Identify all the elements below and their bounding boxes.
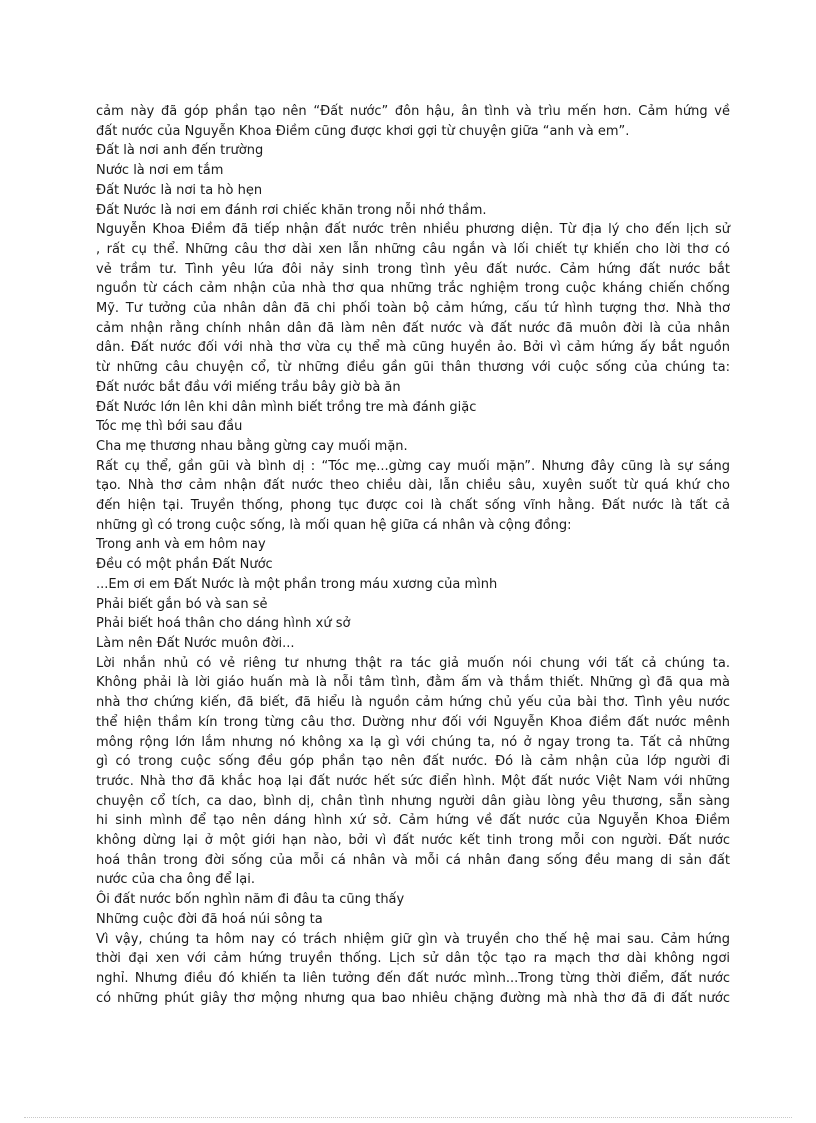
text-line: Trong anh và em hôm nay bbox=[96, 537, 266, 553]
text-line: Đất Nước là nơi em đánh rơi chiếc khăn trong nỗi nhớ thầm. bbox=[96, 202, 487, 218]
text-line: thời đại xen với cảm hứng truyền thống. Lịch sử dân tộc tạo ra mạch thơ dài không ngơi bbox=[96, 951, 730, 967]
text-line: Làm nên Đất Nước muôn đời... bbox=[96, 635, 295, 651]
text-line: đất nước của Nguyễn Khoa Điềm cũng được khơi gợi từ chuyện giữa “anh và em”. bbox=[96, 123, 630, 139]
text-line: nguồn từ cách cảm nhận của nhà thơ qua những trắc nghiệm trong cuộc kháng chiến chống bbox=[96, 281, 730, 297]
text-line: vẻ trầm tư. Tình yêu lứa đôi nảy sinh trong tình yêu đất nước. Cảm hứng đất nước bắt bbox=[96, 261, 730, 277]
text-line: Mỹ. Tư tưởng của nhân dân đã chi phối toàn bộ cảm hứng, cấu tứ hình tượng thơ. Nhà thơ bbox=[96, 301, 730, 317]
text-line: Đất là nơi anh đến trường bbox=[96, 143, 264, 159]
text-line: Ôi đất nước bốn nghìn năm đi đâu ta cũng thấy bbox=[96, 892, 405, 908]
text-line: đến hiện tại. Truyền thống, phong tục được coi là chất sống vĩnh hằng. Đất nước là tất cả bbox=[96, 498, 730, 514]
text-line: Phải biết hoá thân cho dáng hình xứ sở bbox=[96, 616, 351, 632]
text-line: không dừng lại ở một giới hạn nào, bởi vì đất nước kết tinh trong mỗi con người. Đất nước bbox=[96, 833, 730, 849]
text-line: Rất cụ thể, gần gũi và bình dị : “Tóc mẹ...gừng cay muối mặn”. Nhưng đây cũng là sự sáng bbox=[96, 458, 730, 474]
text-line: trước. Nhà thơ đã khắc hoạ lại đất nước hết sức điển hình. Một đất nước Việt Nam với những bbox=[96, 773, 730, 789]
text-line: Đất Nước là nơi ta hò hẹn bbox=[96, 182, 263, 198]
text-line: từ những câu chuyện cổ, từ những điều gần gũi thân thương với cuộc sống của chúng ta: bbox=[96, 360, 730, 376]
text-line: có những phút giây thơ mộng nhưng qua bao nhiêu chặng đường mà nhà thơ đã đi đất nước bbox=[96, 990, 730, 1006]
text-line: dân. Đất nước đối với nhà thơ vừa cụ thể mà cũng huyền ảo. Bởi vì cảm hứng ấy bắt nguồn bbox=[96, 340, 730, 356]
text-line: Không phải là lời giáo huấn mà là nỗi tâm tình, đằm ấm và thắm thiết. Những gì đã qua mà bbox=[96, 675, 730, 691]
page-footer-divider bbox=[24, 1117, 792, 1118]
text-line: thể hiện thầm kín trong từng câu thơ. Dường như đối với Nguyễn Khoa điềm đất nước mênh bbox=[96, 714, 730, 730]
text-line: cảm nhận rằng chính nhân dân đã làm nên đất nước và đất nước đã muôn đời là của nhân bbox=[96, 320, 730, 336]
text-line: Tóc mẹ thì bới sau đầu bbox=[96, 419, 243, 435]
text-line: Đất Nước lớn lên khi dân mình biết trồng tre mà đánh giặc bbox=[96, 399, 477, 415]
text-line: , rất cụ thể. Những câu thơ dài xen lẫn những câu ngắn và lối chiết tự khiến cho lời thơ có bbox=[96, 241, 730, 257]
text-line: mông rộng lớn lắm nhưng nó không xa lạ gì với chúng ta, nó ở ngay trong ta. Tất cả những bbox=[96, 734, 730, 750]
text-line: nhà thơ chứng kiến, đã biết, đã hiểu là nguồn cảm hứng chủ yếu của bài thơ. Tình yêu nước bbox=[96, 695, 730, 711]
text-line: hi sinh mình để tạo nên dáng hình xứ sở. Cảm hứng về đất nước của Nguyễn Khoa Điềm bbox=[96, 813, 730, 829]
text-line: Nước là nơi em tắm bbox=[96, 163, 224, 179]
text-line: Nguyễn Khoa Điềm đã tiếp nhận đất nước trên nhiều phương diện. Từ địa lý cho đến lịch sử bbox=[96, 222, 730, 238]
text-line: nước của cha ông để lại. bbox=[96, 872, 255, 888]
text-line: Những cuộc đời đã hoá núi sông ta bbox=[96, 911, 323, 927]
text-line: những gì có trong cuộc sống, là mối quan hệ giữa cá nhân và cộng đồng: bbox=[96, 517, 572, 533]
text-line: Cha mẹ thương nhau bằng gừng cay muối mặn. bbox=[96, 438, 408, 454]
text-line: nghỉ. Nhưng điều đó khiến ta liên tưởng đến đất nước mình...Trong từng thời điểm, đất nước bbox=[96, 970, 730, 986]
text-line: Đều có một phần Đất Nước bbox=[96, 557, 273, 573]
text-line: chuyện cổ tích, ca dao, bình dị, chân tình nhưng người dân giàu lòng yêu thương, sẵn sàng bbox=[96, 793, 730, 809]
text-line: Đất nước bắt đầu với miếng trầu bây giờ bà ăn bbox=[96, 379, 401, 395]
text-line: ...Em ơi em Đất Nước là một phần trong máu xương của mình bbox=[96, 576, 498, 592]
text-line: cảm này đã góp phần tạo nên “Đất nước” đôn hậu, ân tình và trìu mến hơn. Cảm hứng về bbox=[96, 104, 730, 119]
document-body bbox=[96, 102, 730, 1008]
text-line: Lời nhắn nhủ có vẻ riêng tư nhưng thật ra tác giả muốn nói chung với tất cả chúng ta. bbox=[96, 655, 730, 671]
text-line: Vì vậy, chúng ta hôm nay có trách nhiệm giữ gìn và truyền cho thế hệ mai sau. Cảm hứng bbox=[96, 931, 730, 947]
text-line: gì có trong cuộc sống đều góp phần tạo nên đất nước. Đó là cảm nhận của lớp người đi bbox=[96, 754, 730, 770]
text-line: hoá thân trong đời sống của mỗi cá nhân và mỗi cá nhân đang sống đều mang di sản đất bbox=[96, 852, 730, 868]
text-line: Phải biết gắn bó và san sẻ bbox=[96, 596, 268, 612]
text-line: tạo. Nhà thơ cảm nhận đất nước theo chiều dài, lẫn chiều sâu, xuyên suốt từ quá khứ cho bbox=[96, 478, 730, 494]
